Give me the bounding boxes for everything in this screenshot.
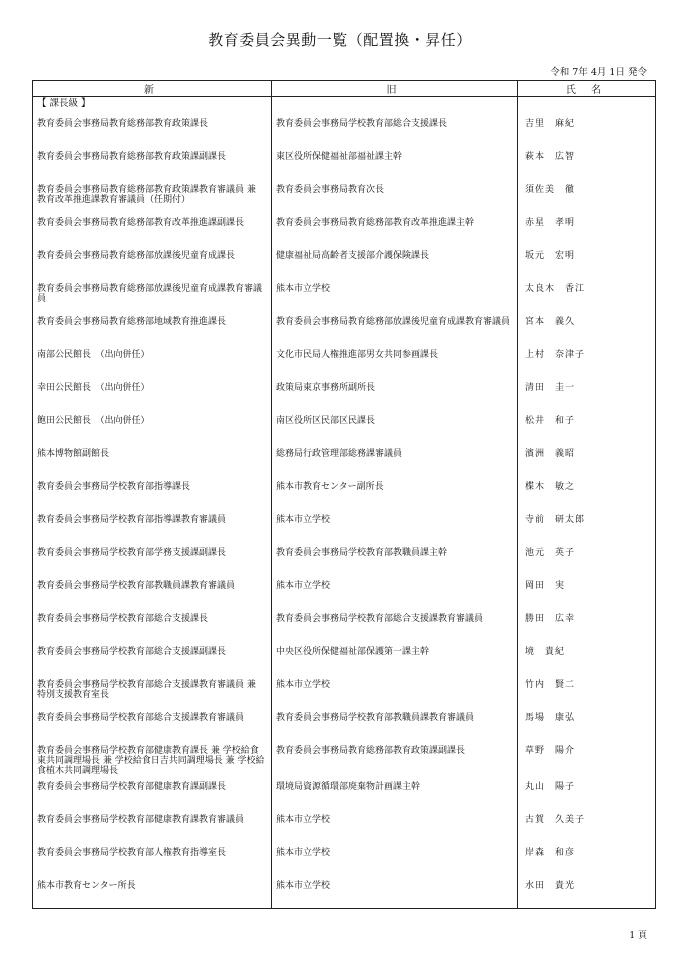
cell-new: 南部公民館長 （出向併任） xyxy=(33,344,272,377)
cell-old: 熊本市立学校 xyxy=(272,509,518,542)
cell-new: 教育委員会事務局教育総務部地域教育推進課長 xyxy=(33,311,272,344)
table-row xyxy=(33,311,656,344)
cell-name: 松井 和子 xyxy=(518,410,656,443)
cell-old: 健康福祉局高齢者支援部介護保険課長 xyxy=(272,245,518,278)
grade-row xyxy=(33,97,656,114)
cell-new: 教育委員会事務局学校教育部健康教育課副課長 xyxy=(33,776,272,809)
cell-name: 馬場 康弘 xyxy=(518,707,656,740)
header-new: 新 xyxy=(33,81,272,97)
cell-old: 教育委員会事務局教育総務部教育改革推進課主幹 xyxy=(272,212,518,245)
cell-new: 教育委員会事務局教育総務部教育政策課教育審議員 兼 教育改革推進課教育審議員（任期付） xyxy=(33,179,272,212)
table-row xyxy=(33,278,656,311)
grade-label: 【 課長級 】 xyxy=(33,97,272,114)
cell-old: 熊本市立学校 xyxy=(272,674,518,707)
cell-old: 政策局東京事務所副所長 xyxy=(272,377,518,410)
cell-old: 教育委員会事務局教育総務部教育政策課副課長 xyxy=(272,740,518,776)
cell-name: 太良木 香江 xyxy=(518,278,656,311)
cell-new: 教育委員会事務局学校教育部健康教育課長 兼 学校給食東共同調理場長 兼 学校給食日吉共同調理場長 兼 学校給食植木共同調理場長 xyxy=(33,740,272,776)
table-row xyxy=(33,674,656,707)
table-row xyxy=(33,740,656,776)
cell-name: 古賀 久美子 xyxy=(518,809,656,842)
cell-new: 教育委員会事務局学校教育部学務支援課副課長 xyxy=(33,542,272,575)
cell-old: 文化市民局人権推進部男女共同参画課長 xyxy=(272,344,518,377)
cell-new: 教育委員会事務局学校教育部指導課教育審議員 xyxy=(33,509,272,542)
cell-new: 教育委員会事務局教育総務部教育政策課長 xyxy=(33,113,272,146)
cell-old: 教育委員会事務局学校教育部教職員課主幹 xyxy=(272,542,518,575)
cell-name: 丸山 陽子 xyxy=(518,776,656,809)
cell-name: 宮本 義久 xyxy=(518,311,656,344)
cell-name: 楪木 敏之 xyxy=(518,476,656,509)
table-row xyxy=(33,344,656,377)
header-name: 氏 名 xyxy=(518,81,656,97)
cell-name: 勝田 広幸 xyxy=(518,608,656,641)
cell-new: 教育委員会事務局学校教育部人権教育指導室長 xyxy=(33,842,272,875)
cell-new: 幸田公民館長 （出向併任） xyxy=(33,377,272,410)
cell-old: 熊本市立学校 xyxy=(272,575,518,608)
cell-old: 南区役所区民部区民課長 xyxy=(272,410,518,443)
table-row xyxy=(33,776,656,809)
table-row xyxy=(33,377,656,410)
cell-old: 総務局行政管理部総務課審議員 xyxy=(272,443,518,476)
cell-old: 中央区役所保健福祉部保護第一課主幹 xyxy=(272,641,518,674)
table-row xyxy=(33,212,656,245)
cell-name: 水田 貴光 xyxy=(518,875,656,908)
table-row xyxy=(33,245,656,278)
header-row xyxy=(33,81,656,97)
page-title: 教育委員会異動一覧（配置換・昇任） xyxy=(208,31,472,49)
cell-name: 須佐美 徹 xyxy=(518,179,656,212)
cell-new: 教育委員会事務局教育総務部放課後児童育成課教育審議員 xyxy=(33,278,272,311)
cell-name: 草野 陽介 xyxy=(518,740,656,776)
cell-old: 教育委員会事務局教育総務部放課後児童育成課教育審議員 xyxy=(272,311,518,344)
table-row xyxy=(33,809,656,842)
cell-name: 池元 英子 xyxy=(518,542,656,575)
cell-new: 教育委員会事務局教育総務部教育改革推進課副課長 xyxy=(33,212,272,245)
table-row xyxy=(33,410,656,443)
cell-old: 熊本市立学校 xyxy=(272,278,518,311)
cell-old: 教育委員会事務局教育次長 xyxy=(272,179,518,212)
cell-new: 教育委員会事務局教育総務部教育政策課副課長 xyxy=(33,146,272,179)
table-row xyxy=(33,575,656,608)
cell-new: 飽田公民館長 （出向併任） xyxy=(33,410,272,443)
table-row xyxy=(33,179,656,212)
cell-new: 熊本市教育センター所長 xyxy=(33,875,272,908)
cell-new: 教育委員会事務局学校教育部総合支援課教育審議員 xyxy=(33,707,272,740)
cell-new: 教育委員会事務局学校教育部教職員課教育審議員 xyxy=(33,575,272,608)
cell-name: 坂元 宏明 xyxy=(518,245,656,278)
cell-name: 境 貴紀 xyxy=(518,641,656,674)
table-row xyxy=(33,542,656,575)
cell-old: 教育委員会事務局学校教育部教職員課教育審議員 xyxy=(272,707,518,740)
page-number: 1 頁 xyxy=(629,931,647,941)
table-row xyxy=(33,443,656,476)
table-row xyxy=(33,146,656,179)
cell-new: 教育委員会事務局学校教育部健康教育課教育審議員 xyxy=(33,809,272,842)
table-row xyxy=(33,641,656,674)
cell-new: 教育委員会事務局学校教育部総合支援課教育審議員 兼 特別支援教育室長 xyxy=(33,674,272,707)
cell-new: 教育委員会事務局学校教育部総合支援課長 xyxy=(33,608,272,641)
header-old: 旧 xyxy=(272,81,518,97)
personnel-table xyxy=(32,80,656,909)
cell-old: 環境局資源循環部廃棄物計画課主幹 xyxy=(272,776,518,809)
table-row xyxy=(33,608,656,641)
cell-new: 熊本博物館副館長 xyxy=(33,443,272,476)
grade-empty-old xyxy=(272,97,518,114)
cell-old: 熊本市立学校 xyxy=(272,875,518,908)
cell-name: 岸森 和彦 xyxy=(518,842,656,875)
issue-date: 令和 7年 4月 1日 発令 xyxy=(550,67,647,78)
cell-old: 教育委員会事務局学校教育部総合支援課長 xyxy=(272,113,518,146)
table-row xyxy=(33,875,656,908)
cell-old: 熊本市立学校 xyxy=(272,809,518,842)
cell-name: 寺前 研太郎 xyxy=(518,509,656,542)
table-row xyxy=(33,509,656,542)
cell-old: 熊本市立学校 xyxy=(272,842,518,875)
cell-new: 教育委員会事務局学校教育部指導課長 xyxy=(33,476,272,509)
cell-new: 教育委員会事務局学校教育部総合支援課副課長 xyxy=(33,641,272,674)
cell-name: 清田 圭一 xyxy=(518,377,656,410)
table-row xyxy=(33,113,656,146)
cell-name: 赤星 孝明 xyxy=(518,212,656,245)
cell-old: 教育委員会事務局学校教育部総合支援課教育審議員 xyxy=(272,608,518,641)
cell-name: 濱洲 義昭 xyxy=(518,443,656,476)
cell-new: 教育委員会事務局教育総務部放課後児童育成課長 xyxy=(33,245,272,278)
grade-empty-name xyxy=(518,97,656,114)
cell-name: 萩本 広智 xyxy=(518,146,656,179)
table-row xyxy=(33,707,656,740)
cell-name: 岡田 実 xyxy=(518,575,656,608)
cell-old: 熊本市教育センター副所長 xyxy=(272,476,518,509)
cell-name: 竹内 賢二 xyxy=(518,674,656,707)
cell-old: 東区役所保健福祉部福祉課主幹 xyxy=(272,146,518,179)
table-row xyxy=(33,476,656,509)
cell-name: 吉里 麻紀 xyxy=(518,113,656,146)
table-row xyxy=(33,842,656,875)
cell-name: 上村 奈津子 xyxy=(518,344,656,377)
